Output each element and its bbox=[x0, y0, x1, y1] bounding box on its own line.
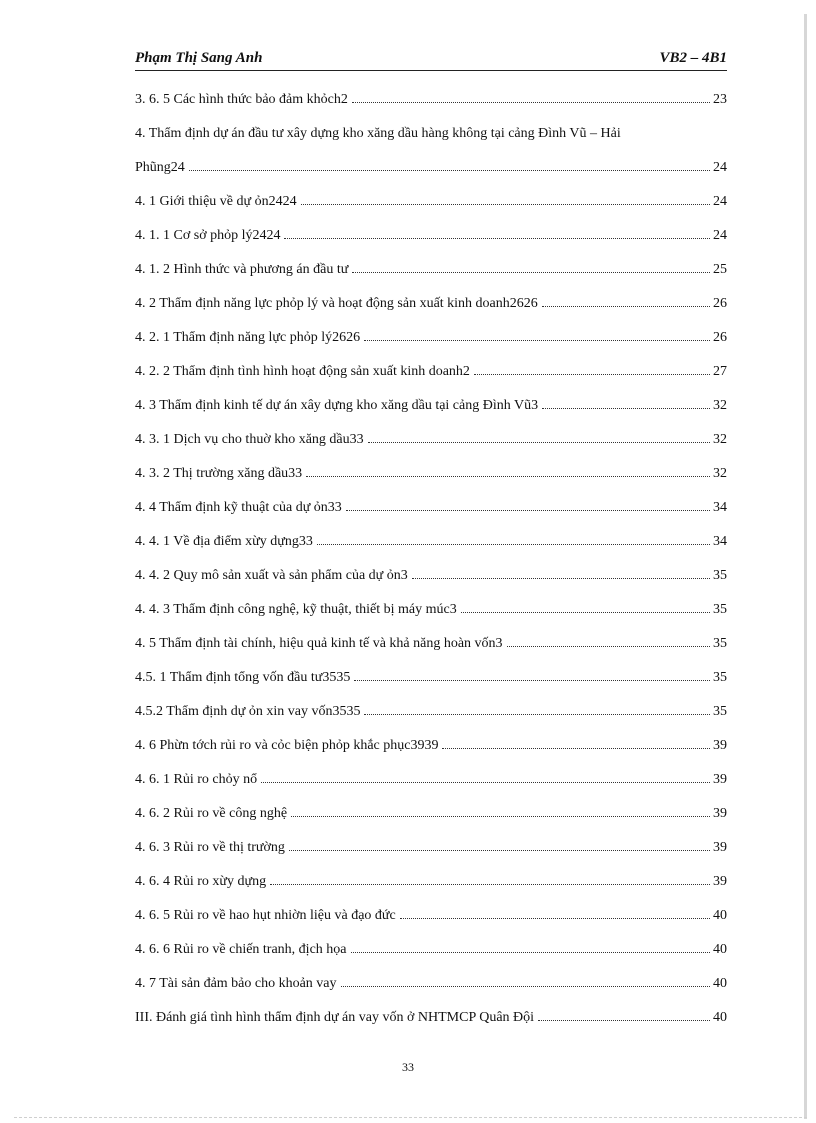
toc-entry-label: 4. 2. 2 Thẩm định tình hình hoạt động sản xuất kinh doanh2 bbox=[135, 364, 470, 379]
toc-entry[interactable] bbox=[135, 736, 727, 770]
toc-entry-page: 35 bbox=[713, 636, 727, 651]
toc-entry-label: 4.5.2 Thẩm định dự ỏn xin vay vốn3535 bbox=[135, 704, 361, 719]
toc-entry-row bbox=[135, 940, 727, 960]
toc-entry-page: 24 bbox=[713, 194, 727, 209]
toc-entry[interactable] bbox=[135, 974, 727, 1008]
toc-entry-row bbox=[135, 1008, 727, 1028]
page-shadow-bottom bbox=[14, 1117, 807, 1119]
toc-entry-label: 4. 1. 2 Hình thức và phương án đầu tư bbox=[135, 262, 349, 277]
toc-leader-dots bbox=[474, 374, 710, 375]
toc-entry-label: 4. 6. 2 Rủi ro về công nghệ bbox=[135, 806, 288, 821]
toc-entry-label: 4.5. 1 Thẩm định tổng vốn đầu tư3535 bbox=[135, 670, 351, 685]
toc-entry-row bbox=[135, 838, 727, 858]
toc-entry[interactable] bbox=[135, 702, 727, 736]
toc-entry-page: 27 bbox=[713, 364, 727, 379]
toc-entry-row bbox=[135, 464, 727, 484]
toc-leader-dots bbox=[352, 272, 710, 273]
toc-entry-label: 4. 4 Thẩm định kỹ thuật của dự ỏn33 bbox=[135, 500, 342, 515]
toc-entry[interactable] bbox=[135, 90, 727, 124]
toc-entry[interactable] bbox=[135, 124, 727, 192]
toc-entry-row bbox=[135, 634, 727, 654]
toc-entry[interactable] bbox=[135, 328, 727, 362]
toc-entry-row bbox=[135, 294, 727, 314]
toc-leader-dots bbox=[289, 850, 710, 851]
page-header bbox=[135, 50, 727, 71]
toc-entry-row bbox=[135, 872, 727, 892]
toc-entry-page: 35 bbox=[713, 670, 727, 685]
toc-leader-dots bbox=[354, 680, 710, 681]
toc-entry-page: 23 bbox=[713, 92, 727, 107]
toc-entry-row bbox=[135, 532, 727, 552]
toc-entry[interactable] bbox=[135, 1008, 727, 1042]
toc-entry-page: 35 bbox=[713, 602, 727, 617]
toc-entry[interactable] bbox=[135, 906, 727, 940]
toc-entry[interactable] bbox=[135, 192, 727, 226]
toc-entry-row bbox=[135, 192, 727, 212]
toc-entry[interactable] bbox=[135, 804, 727, 838]
toc-entry-row bbox=[135, 668, 727, 688]
toc-entry-page: 40 bbox=[713, 976, 727, 991]
toc-entry-row bbox=[135, 804, 727, 824]
toc-entry-row bbox=[135, 260, 727, 280]
toc-entry-label: 4. 6 Phừn tớch rủi ro và cỏc biện phỏp khắc phục3939 bbox=[135, 738, 439, 753]
toc-leader-dots bbox=[291, 816, 710, 817]
toc-entry-row bbox=[135, 770, 727, 790]
toc-entry-label: 4. 6. 1 Rủi ro chỏy nổ bbox=[135, 772, 258, 787]
toc-entry[interactable] bbox=[135, 668, 727, 702]
toc-entry-page: 32 bbox=[713, 466, 727, 481]
toc-entry[interactable] bbox=[135, 600, 727, 634]
toc-entry-label: 4. 1 Giới thiệu về dự ỏn2424 bbox=[135, 194, 297, 209]
toc-entry-label: 4. 6. 6 Rủi ro về chiến tranh, địch họa bbox=[135, 942, 347, 957]
toc-leader-dots bbox=[261, 782, 710, 783]
toc-entry-row bbox=[135, 702, 727, 722]
header-author: Phạm Thị Sang Anh bbox=[135, 50, 263, 66]
toc-entry[interactable] bbox=[135, 566, 727, 600]
header-class-code: VB2 – 4B1 bbox=[659, 50, 727, 66]
toc-entry-label: 4. 7 Tài sản đảm bảo cho khoản vay bbox=[135, 976, 337, 991]
toc-entry-row bbox=[135, 974, 727, 994]
toc-entry-label: 4. 3. 1 Dịch vụ cho thuờ kho xăng dầu33 bbox=[135, 432, 364, 447]
toc-leader-dots bbox=[189, 170, 710, 171]
page-shadow-right bbox=[804, 14, 807, 1119]
table-of-contents bbox=[135, 90, 727, 1042]
toc-entry-label: 4. 1. 1 Cơ sở phỏp lý2424 bbox=[135, 228, 281, 243]
toc-entry[interactable] bbox=[135, 940, 727, 974]
toc-leader-dots bbox=[351, 952, 710, 953]
toc-entry-page: 40 bbox=[713, 1010, 727, 1025]
toc-entry-page: 40 bbox=[713, 942, 727, 957]
toc-entry-page: 39 bbox=[713, 840, 727, 855]
toc-leader-dots bbox=[352, 102, 710, 103]
toc-leader-dots bbox=[317, 544, 710, 545]
toc-entry-label: 4. 2 Thẩm định năng lực phỏp lý và hoạt động sản xuất kinh doanh2626 bbox=[135, 296, 538, 311]
toc-entry[interactable] bbox=[135, 634, 727, 668]
toc-leader-dots bbox=[368, 442, 710, 443]
toc-entry-label: 4. 3 Thẩm định kinh tế dự án xây dựng kho xăng dầu tại cảng Đình Vũ3 bbox=[135, 398, 539, 413]
toc-entry-label: Phũng24 bbox=[135, 160, 185, 175]
toc-leader-dots bbox=[507, 646, 710, 647]
toc-leader-dots bbox=[461, 612, 710, 613]
page-number: 33 bbox=[402, 1060, 414, 1074]
toc-entry-page: 32 bbox=[713, 432, 727, 447]
toc-entry-page: 25 bbox=[713, 262, 727, 277]
toc-entry-row bbox=[135, 566, 727, 586]
toc-entry-label: 4. 6. 4 Rủi ro xừy dựng bbox=[135, 874, 267, 889]
toc-leader-dots bbox=[270, 884, 710, 885]
toc-entry-label: 4. 3. 2 Thị trường xăng dầu33 bbox=[135, 466, 303, 481]
toc-entry-page: 39 bbox=[713, 806, 727, 821]
toc-entry[interactable] bbox=[135, 294, 727, 328]
toc-entry-row bbox=[135, 430, 727, 450]
toc-leader-dots bbox=[412, 578, 710, 579]
toc-entry-label: 4. 6. 3 Rủi ro về thị trường bbox=[135, 840, 285, 855]
toc-entry-row bbox=[135, 158, 727, 178]
toc-leader-dots bbox=[364, 340, 710, 341]
toc-entry-label: III. Đánh giá tình hình thẩm định dự án vay vốn ở NHTMCP Quân Đội bbox=[135, 1010, 535, 1025]
toc-leader-dots bbox=[341, 986, 710, 987]
toc-leader-dots bbox=[542, 306, 710, 307]
toc-entry-row bbox=[135, 906, 727, 926]
toc-entry-page: 39 bbox=[713, 772, 727, 787]
toc-entry[interactable] bbox=[135, 532, 727, 566]
toc-entry-row bbox=[135, 90, 727, 110]
toc-entry-page: 34 bbox=[713, 534, 727, 549]
toc-leader-dots bbox=[346, 510, 710, 511]
toc-entry[interactable] bbox=[135, 872, 727, 906]
toc-entry-page: 39 bbox=[713, 874, 727, 889]
toc-entry-row bbox=[135, 328, 727, 348]
toc-entry[interactable] bbox=[135, 464, 727, 498]
toc-entry-label: 4. 4. 2 Quy mô sản xuất và sản phẩm của dự ỏn3 bbox=[135, 568, 408, 583]
toc-leader-dots bbox=[364, 714, 710, 715]
toc-leader-dots bbox=[284, 238, 710, 239]
toc-leader-dots bbox=[538, 1020, 710, 1021]
toc-leader-dots bbox=[306, 476, 710, 477]
toc-entry[interactable] bbox=[135, 838, 727, 872]
toc-entry-row bbox=[135, 226, 727, 246]
toc-entry[interactable] bbox=[135, 260, 727, 294]
toc-leader-dots bbox=[400, 918, 710, 919]
toc-entry-label: 4. 4. 1 Về địa điểm xừy dựng33 bbox=[135, 534, 313, 549]
toc-entry-page: 24 bbox=[713, 160, 727, 175]
toc-entry-label: 3. 6. 5 Các hình thức bảo đảm khỏch2 bbox=[135, 92, 348, 107]
toc-entry[interactable] bbox=[135, 498, 727, 532]
toc-entry-page: 24 bbox=[713, 228, 727, 243]
toc-entry[interactable] bbox=[135, 362, 727, 396]
toc-entry-page: 34 bbox=[713, 500, 727, 515]
toc-entry-row bbox=[135, 498, 727, 518]
toc-entry[interactable] bbox=[135, 226, 727, 260]
toc-leader-dots bbox=[301, 204, 710, 205]
toc-entry-page: 35 bbox=[713, 568, 727, 583]
toc-entry-page: 32 bbox=[713, 398, 727, 413]
toc-entry-label: 4. 2. 1 Thẩm định năng lực phỏp lý2626 bbox=[135, 330, 361, 345]
toc-entry-label-line1: 4. Thẩm định dự án đầu tư xây dựng kho xăng dầu hàng không tại cảng Đình Vũ – Hải bbox=[135, 126, 621, 141]
toc-entry-row bbox=[135, 396, 727, 416]
toc-entry-page: 40 bbox=[713, 908, 727, 923]
toc-leader-dots bbox=[442, 748, 710, 749]
toc-entry-label: 4. 6. 5 Rủi ro về hao hụt nhiờn liệu và đạo đức bbox=[135, 908, 396, 923]
toc-entry-page: 35 bbox=[713, 704, 727, 719]
toc-leader-dots bbox=[542, 408, 710, 409]
toc-entry[interactable] bbox=[135, 430, 727, 464]
toc-entry[interactable] bbox=[135, 396, 727, 430]
toc-entry-row bbox=[135, 736, 727, 756]
toc-entry-label: 4. 5 Thẩm định tài chính, hiệu quả kinh tế và khả năng hoàn vốn3 bbox=[135, 636, 503, 651]
toc-entry-row bbox=[135, 362, 727, 382]
toc-entry-label: 4. 4. 3 Thẩm định công nghệ, kỹ thuật, thiết bị máy múc3 bbox=[135, 602, 457, 617]
toc-entry[interactable] bbox=[135, 770, 727, 804]
toc-entry-page: 26 bbox=[713, 330, 727, 345]
toc-entry-row bbox=[135, 600, 727, 620]
toc-entry-page: 26 bbox=[713, 296, 727, 311]
toc-entry-page: 39 bbox=[713, 738, 727, 753]
